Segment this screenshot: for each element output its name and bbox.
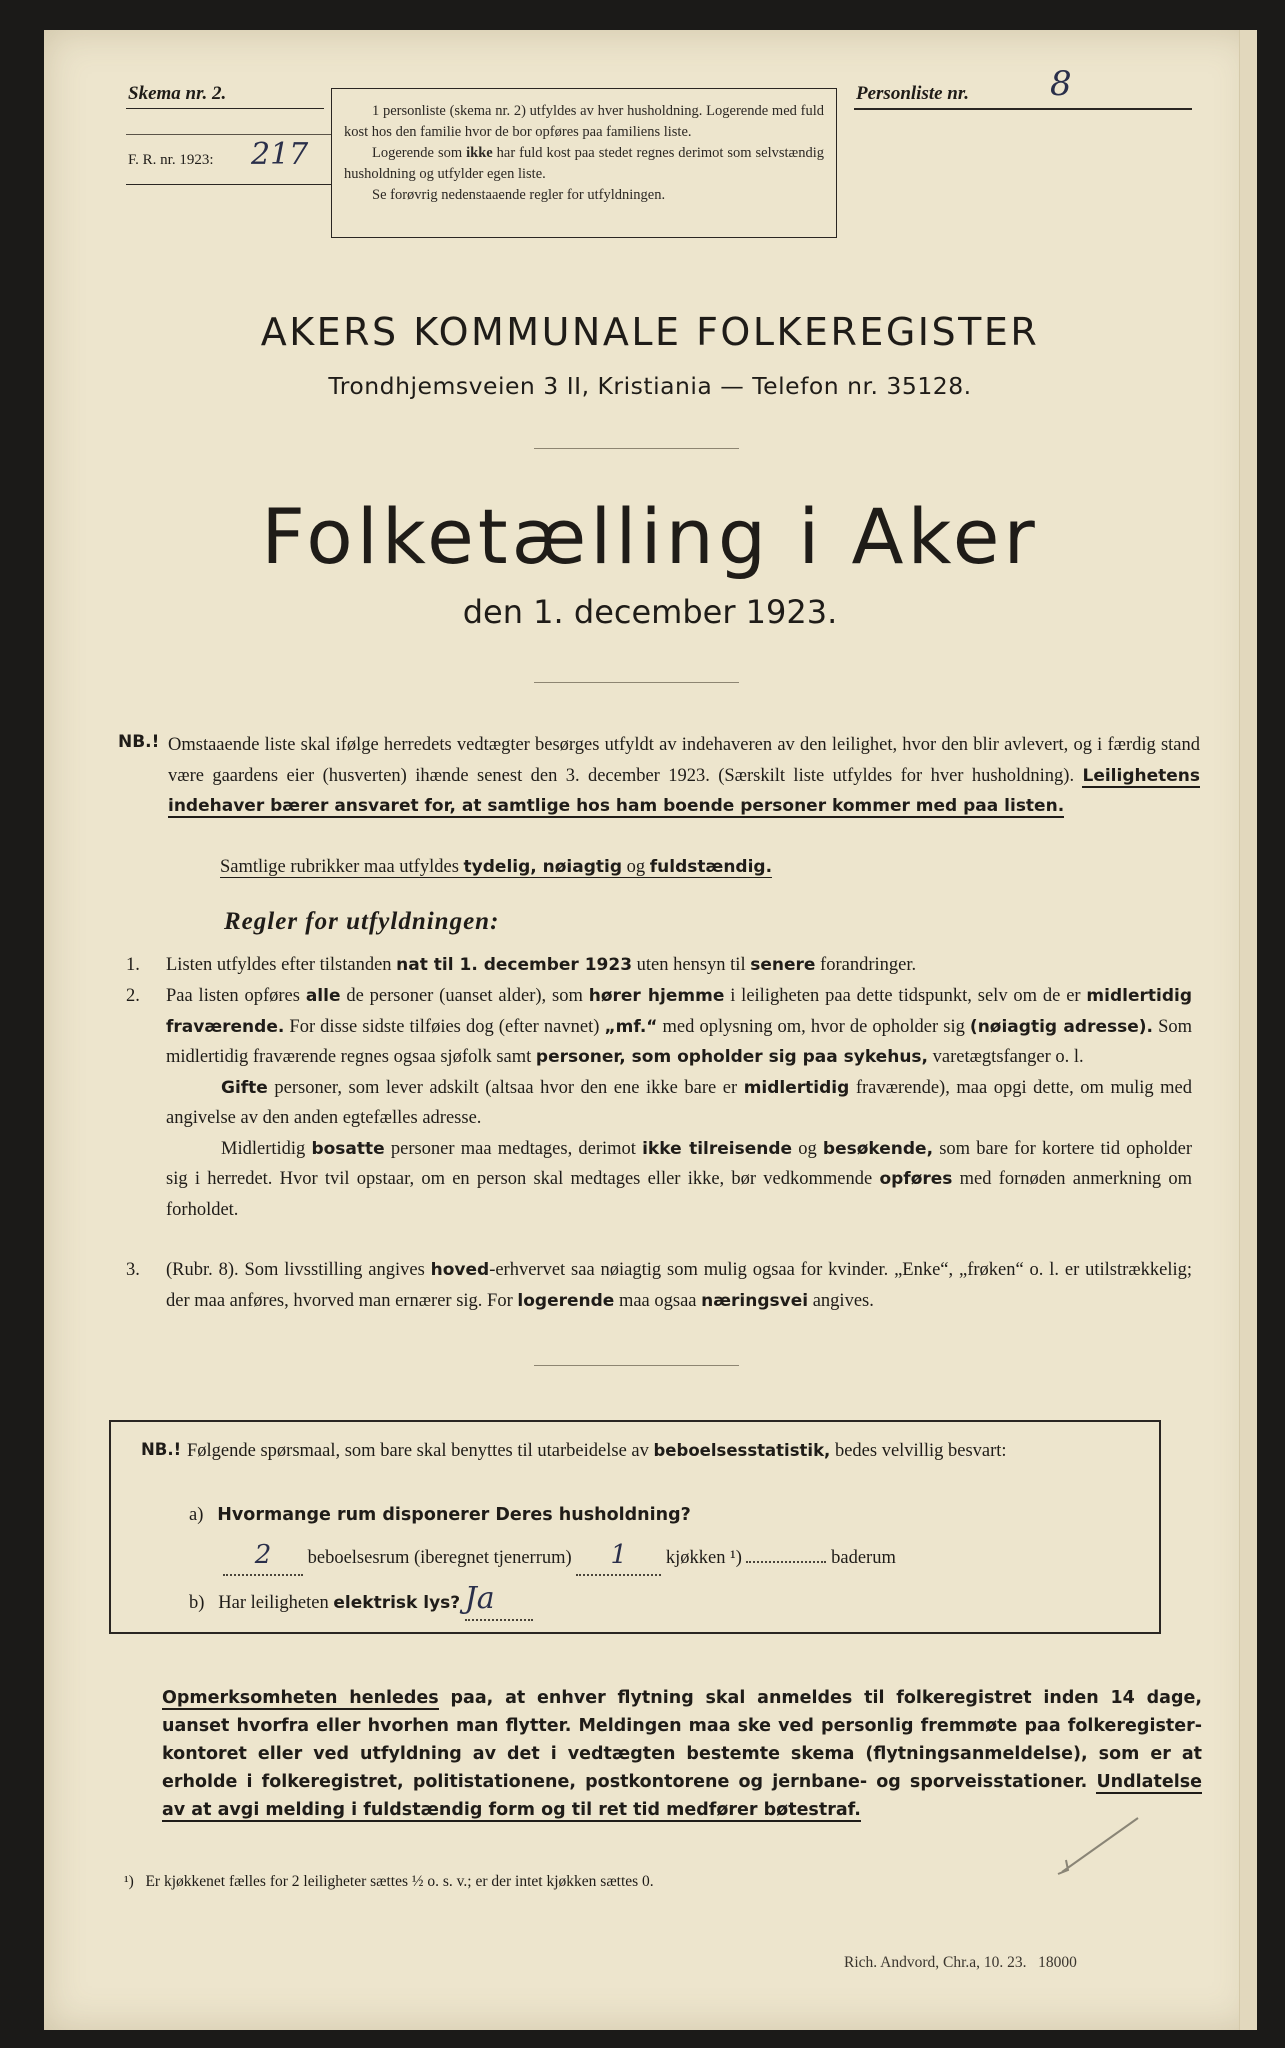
nb2-label: NB.!	[141, 1440, 182, 1459]
main-title: Folketælling i Aker	[261, 492, 1039, 581]
housing-question-box	[109, 1420, 1161, 1634]
moving-notice: Opmerksomheten henledes paa, at enhver flytning skal anmeldes til folkeregistret inden 14 dage, uanset hvorfra eller hvorhen man flytter. Meldingen maa ske ved personlig fremmøte paa folkeregister-kontoret eller ved utfyldning av det i vedtægten bestemte skema (flytningsanmeldelse), som er at erholde i folkeregistret, politistationene, postkontorene og jernbane- og sporveisstationer. Undlatelse av at avgi melding i fuldstændig form og til ret tid medfører bøtestraf.	[162, 1688, 1202, 1820]
fr-number-label: F. R. nr. 1923:	[128, 152, 214, 168]
rule-1	[126, 950, 1192, 981]
personliste-label: Personliste nr.	[856, 83, 969, 104]
divider-2	[534, 682, 739, 683]
rooms-label: beboelsesrum (iberegnet tjenerrum)	[307, 1548, 572, 1568]
notice-line-1: 1 personliste (skema nr. 2) utfyldes av hver husholdning. Logerende med fuld kost hos den familie hvor de bor opføres paa familiens liste.	[344, 103, 824, 140]
org-address: Trondhjemsveien 3 II, Kristiania — Telefon nr. 35128.	[328, 372, 972, 400]
skema-label: Skema nr. 2.	[128, 83, 227, 104]
nb2-text: Følgende spørsmaal, som bare skal benyttes til utarbeidelse av beboelsesstatistik, bedes velvillig besvart:	[187, 1441, 1007, 1461]
question-b: b) Har leiligheten elektrisk lys? Ja	[189, 1584, 533, 1621]
rule-1-number: 1.	[126, 955, 140, 975]
notice-line-3: Se forøvrig nedenstaaende regler for utfyldningen.	[372, 187, 666, 203]
rule-2-residents: Midlertidig bosatte personer maa medtages, derimot ikke tilreisende og besøkende, som bare for kortere tid opholder sig i herredet. Hvor tvil opstaar, om en person skal medtages eller ikke, bør vedkommende opføres med fornøden anmerkning om forholdet.	[166, 1138, 1193, 1220]
rule-2-number: 2.	[126, 986, 140, 1006]
nb1-line-2: Samtlige rubrikker maa utfyldes tydelig, nøiagtig og fuldstændig.	[220, 857, 773, 877]
bath-field[interactable]	[746, 1561, 826, 1563]
fr-number-value[interactable]: 217	[251, 137, 309, 172]
census-form-page	[44, 30, 1256, 2030]
nb1-paragraph: Omstaaende liste skal ifølge herredets vedtægter besørges utfyldt av indehaveren av den leilighet, hvor den blir avlevert, og i færdig stand være gaardens eier (husverten) ihænde senest den 3. december 1923. (Særskilt liste utfyldes for hver husholdning). Leilighetens indehaver bærer ansvaret for, at samtlige hos ham boende personer kommer med paa listen.	[168, 735, 1201, 816]
rule-3-number: 3.	[126, 1260, 140, 1280]
moving-notice-underlined-1: Opmerksomheten henledes	[162, 1688, 439, 1708]
footnote: ¹) Er kjøkkenet fælles for 2 leiligheter sættes ½ o. s. v.; er der intet kjøkken sættes 0.	[124, 1873, 654, 1890]
rooms-field[interactable]: 2	[223, 1540, 303, 1576]
rule-2-married: Gifte personer, som lever adskilt (altsaa hvor den ene ikke bare er midlertidig fraværende), maa opgi dette, om mulig med angivelse av den anden egtefælles adresse.	[166, 1077, 1193, 1128]
nb1-responsibility: Leilighetens indehaver bærer ansvaret for, at samtlige hos ham boende personer kommer med paa listen.	[168, 765, 1201, 816]
question-a: a) Hvormange rum disponerer Deres husholdning?	[189, 1505, 691, 1525]
bath-label: baderum	[831, 1548, 896, 1568]
rule-2-text: Paa listen opføres alle de personer (uanset alder), som hører hjemme i leiligheten paa dette tidspunkt, selv om de er midlertidig fraværende. For disse sidste tilføies dog (efter navnet) „mf.“ med oplysning om, hvor de opholder sig (nøiagtig adresse). Som midlertidig fraværende regnes ogsaa sjøfolk samt personer, som opholder sig paa sykehus, varetægtsfanger o. l.	[166, 986, 1193, 1067]
notice-box	[331, 88, 837, 238]
divider-3	[534, 1365, 739, 1366]
skema-rule	[126, 108, 324, 109]
census-date: den 1. december 1923.	[462, 593, 838, 631]
header-thin-rule	[126, 134, 331, 135]
fr-rule	[126, 184, 331, 185]
personliste-rule	[854, 108, 1192, 110]
rule-3-text: (Rubr. 8). Som livsstilling angives hoved-erhvervet saa nøiagtig som mulig ogsaa for kvinder. „Enke“, „frøken“ o. l. er utilstrækkelig; der maa anføres, hvorved man ernærer sig. For logerende maa ogsaa næringsvei angives.	[166, 1260, 1192, 1311]
kitchen-field[interactable]: 1	[576, 1540, 661, 1576]
rule-2	[126, 981, 1192, 1225]
rooms-line	[223, 1540, 1123, 1576]
electric-light-field[interactable]: Ja	[465, 1584, 533, 1621]
pencil-mark-icon	[1054, 1810, 1144, 1880]
divider-1	[534, 448, 739, 449]
notice-line-2: Logerende som ikke har fuld kost paa stedet regnes derimot som selvstændig husholdning og utfylder egen liste.	[344, 145, 824, 182]
moving-notice-underlined-2: Undlatelse av at avgi melding i fuldstændig form og til ret tid medfører bøtestraf.	[162, 1772, 1202, 1820]
rule-1-text: Listen utfyldes efter tilstanden nat til 1. december 1923 uten hensyn til senere forandringer.	[166, 955, 917, 975]
personliste-value[interactable]: 8	[1050, 64, 1072, 104]
printer-imprint: Rich. Andvord, Chr.a, 10. 23. 18000	[844, 1954, 1077, 1971]
rule-3	[126, 1255, 1192, 1316]
org-title: AKERS KOMMUNALE FOLKEREGISTER	[260, 310, 1040, 354]
nb1-label: NB.!	[118, 732, 160, 752]
kitchen-label: kjøkken ¹)	[665, 1548, 742, 1568]
rules-heading: Regler for utfyldningen:	[224, 908, 500, 935]
